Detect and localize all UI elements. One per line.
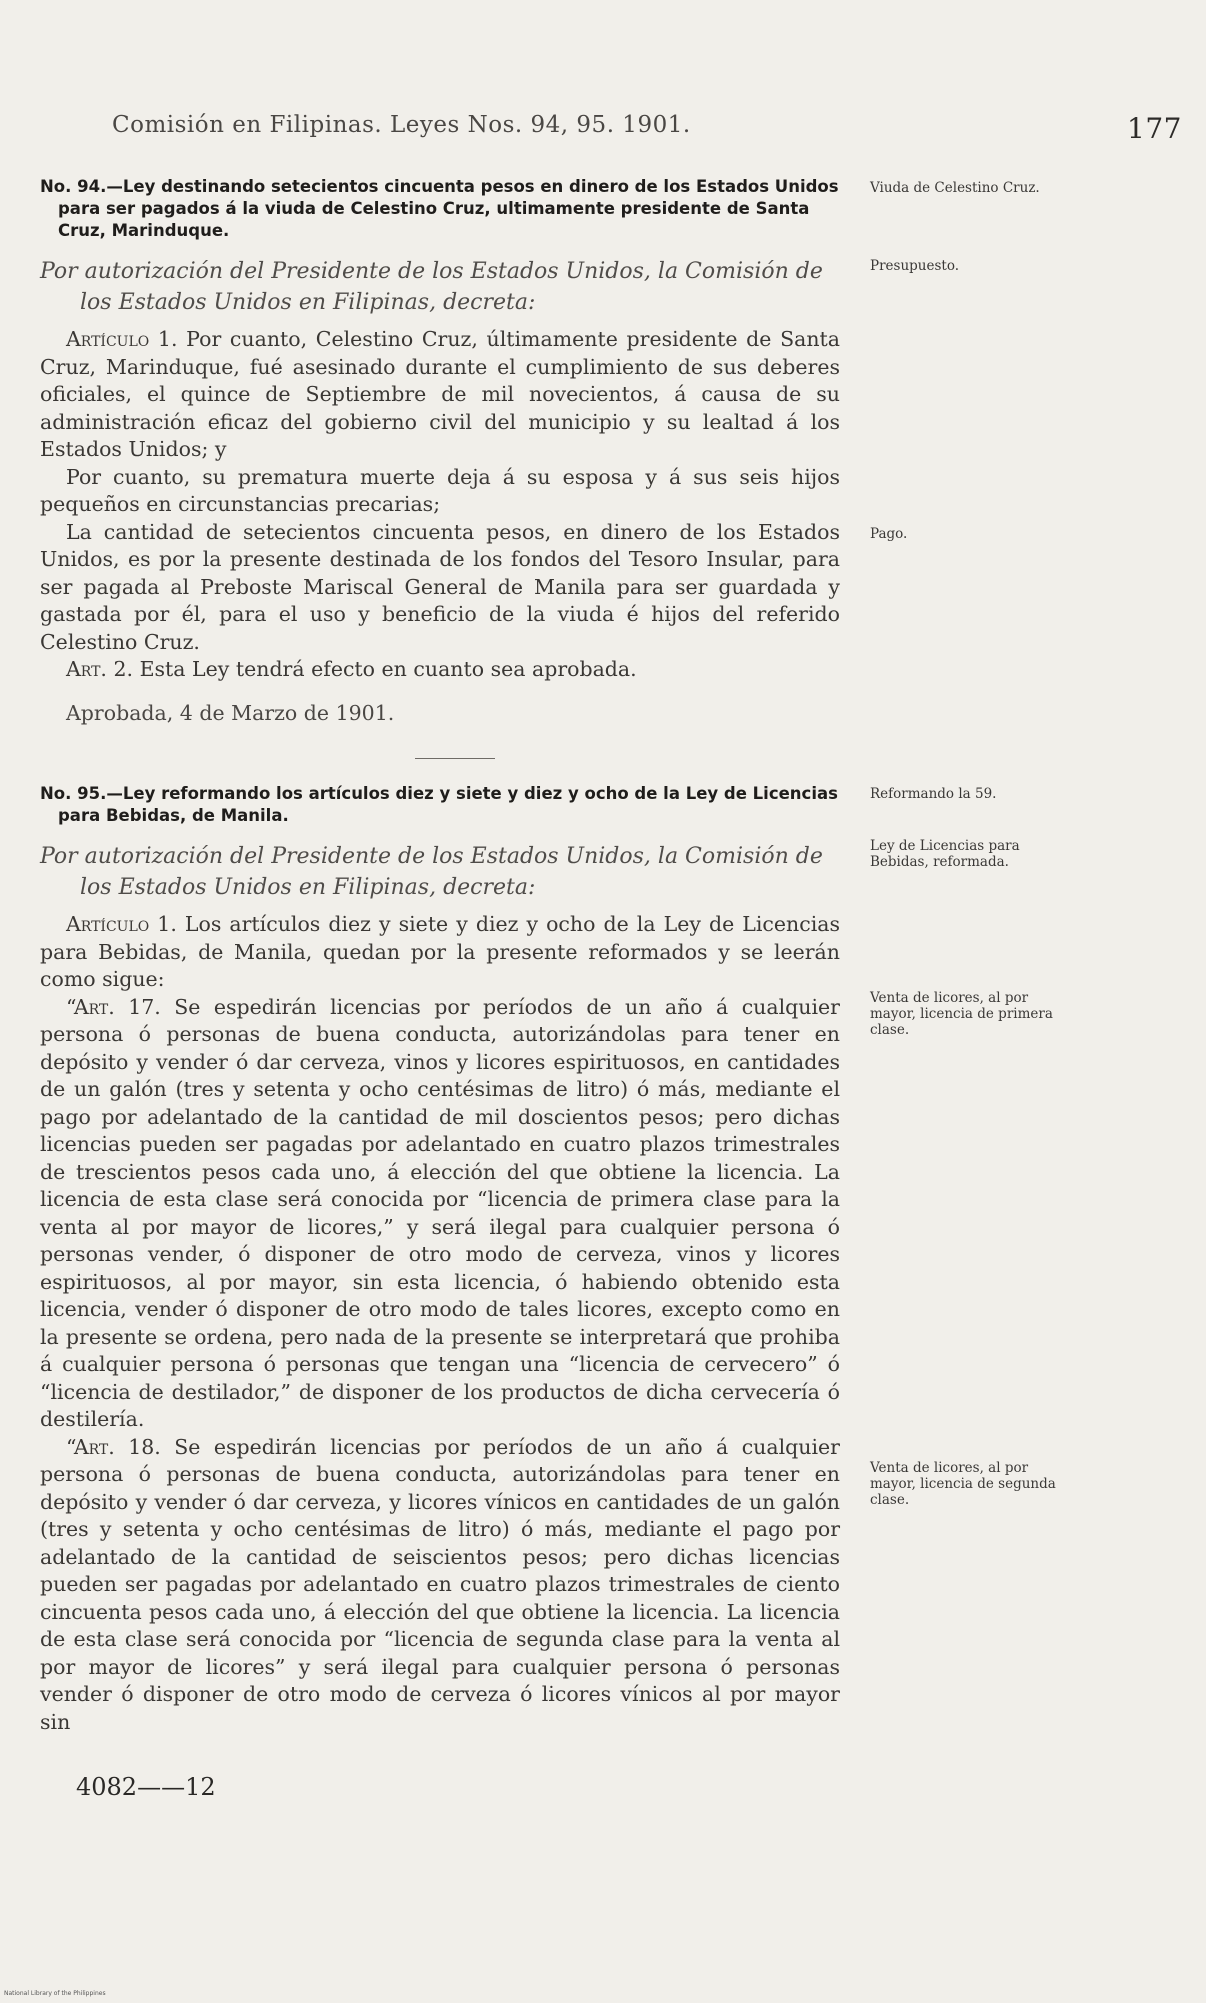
printer-signature: 4082——12	[76, 1773, 216, 1801]
law-95-enacting-clause: Por autorización del Presidente de los Estados Unidos, la Comisión de los Estados Unidos en Filipinas, decreta:	[40, 844, 823, 900]
article-label: Artículo 1.	[66, 912, 177, 936]
margin-note-budget: Presupuesto.	[870, 258, 960, 274]
law-94-article-2	[40, 656, 840, 684]
article-text: Por cuanto, Celestino Cruz, últimamente presidente de Santa Cruz, Marinduque, fué asesinado durante el cumplimiento de sus deberes oficiales, el quince de Septiembre de mil novecientos, á causa de su administración eficaz del gobierno civil del municipio y su lealtad á los Estados Unidos; y	[40, 327, 840, 461]
margin-note-first-class: Venta de licores, al por mayor, licencia de primera clase.	[870, 990, 1053, 1038]
law-94-enacting-clause: Por autorización del Presidente de los Estados Unidos, la Comisión de los Estados Unidos en Filipinas, decreta:	[40, 259, 823, 315]
article-text: Esta Ley tendrá efecto en cuanto sea aprobada.	[139, 657, 637, 681]
page-number: 177	[1127, 112, 1182, 145]
margin-note-license-law: Ley de Licencias para Bebidas, reformada.	[870, 838, 1020, 870]
margin-note-payment: Pago.	[870, 526, 908, 542]
article-label: “Art. 18.	[66, 1434, 161, 1459]
article-label: Artículo 1.	[66, 327, 178, 351]
law-94-paragraph-3: La cantidad de setecientos cincuenta pesos, en dinero de los Estados Unidos, es por la presente destinada de los fondos del Tesoro Insular, para ser pagada al Preboste Mariscal General de Manila para ser guardada y gastada por él, para el uso y beneficio de la viuda é hijos del referido Celestino Cruz.	[40, 519, 840, 654]
law-94-approval-date: Aprobada, 4 de Marzo de 1901.	[66, 700, 395, 725]
law-95-article-17	[40, 994, 840, 1434]
running-head	[112, 112, 1182, 152]
margin-note-second-class: Venta de licores, al por mayor, licencia de segunda clase.	[870, 1460, 1056, 1508]
section-divider	[415, 758, 495, 759]
law-95-title: No. 95.—Ley reformando los artículos diez y siete y diez y ocho de la Ley de Licencias para Bebidas, de Manila.	[40, 784, 838, 825]
law-94-paragraph-2: Por cuanto, su prematura muerte deja á su esposa y á sus seis hijos pequeños en circunstancias precarias;	[40, 464, 840, 516]
margin-note-widow: Viuda de Celestino Cruz.	[870, 180, 1040, 196]
article-text: Los artículos diez y siete y diez y ocho de la Ley de Licencias para Bebidas, de Manila, quedan por la presente reformados y se leerán como sigue:	[40, 912, 840, 991]
law-94-title: No. 94.—Ley destinando setecientos cincuenta pesos en dinero de los Estados Unidos para ser pagados á la viuda de Celestino Cruz, ultimamente presidente de Santa Cruz, Marinduque.	[40, 177, 839, 240]
margin-note-amending: Reformando la 59.	[870, 786, 997, 802]
law-95-article-1	[40, 911, 840, 994]
law-95-article-18	[40, 1434, 840, 1737]
law-95	[40, 783, 840, 1736]
article-text: Se espedirán licencias por períodos de un año á cualquier persona ó personas de buena conducta, autorizándolas para tener en depósito y vender ó dar cerveza, vinos y licores espirituosos, en cantidades de un galón (tres y setenta y ocho centésimas de litro) ó más, mediante el pago por adelantado de la cantidad de mil doscientos pesos; pero dichas licencias pueden ser pagadas por adelantado en cuatro plazos trimestrales de trescientos pesos cada uno, á elección del que obtiene la licencia. La licencia de esta clase será conocida por “licencia de primera clase para la venta al por mayor de licores,” y será ilegal para cualquier persona ó personas vender, ó disponer de otro modo de cerveza, vinos y licores espirituosos, al por mayor, sin esta licencia, ó habiendo obtenido esta licencia, vender ó disponer de otro modo de tales licores, excepto como en la presente se ordena, pero nada de la presente se interpretará que prohiba á cualquier persona ó personas que tengan una “licencia de cervecero” ó “licencia de destilador,” de disponer de los productos de dicha cervecería ó destilería.	[40, 994, 840, 1431]
article-label: Art. 2.	[66, 657, 134, 681]
article-label: “Art. 17.	[66, 994, 161, 1019]
scan-credit: National Library of the Philippines	[4, 1990, 106, 1997]
law-94-article-1	[40, 326, 840, 464]
article-text: Se espedirán licencias por períodos de un año á cualquier persona ó personas de buena conducta, autorizándolas para tener en depósito y vender ó dar cerveza, y licores vínicos en cantidades de un galón (tres y setenta y ocho centésimas de litro) ó más, mediante el pago por adelantado de la cantidad de seiscientos pesos; pero dichas licencias pueden ser pagadas por adelantado en cuatro plazos trimestrales de ciento cincuenta pesos cada uno, á elección del que obtiene la licencia. La licencia de esta clase será conocida por “licencia de segunda clase para la venta al por mayor de licores” y será ilegal para cualquier persona ó personas vender ó disponer de otro modo de cerveza ó licores vínicos al por mayor sin	[40, 1434, 840, 1734]
running-head-title: Comisión en Filipinas. Leyes Nos. 94, 95. 1901.	[112, 112, 691, 138]
law-94	[40, 176, 840, 728]
